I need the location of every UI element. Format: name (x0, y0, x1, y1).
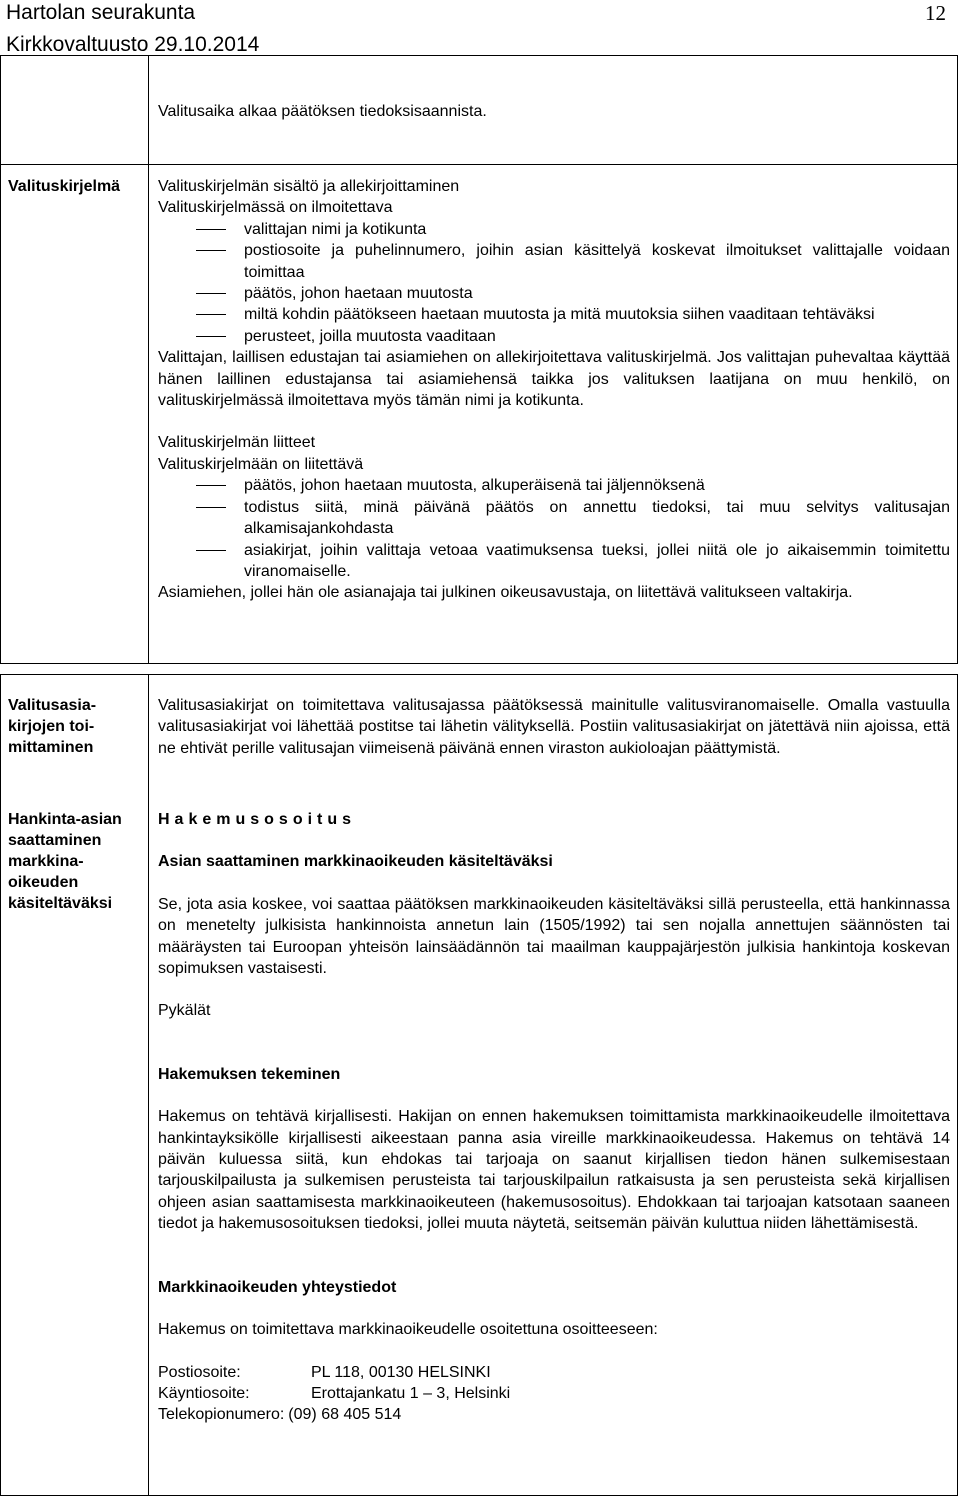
page-number: 12 (925, 1, 946, 25)
pykalat-text: Pykälät (158, 1002, 211, 1020)
hankinta-label-line: käsiteltäväksi (8, 895, 113, 912)
hankinta-label-line: markkina- (8, 853, 84, 870)
list-item: postiosoite ja puhelinnumero, joihin asian käsittelyä koskevat ilmoitukset valittajalle voidaan toimittaa (158, 240, 950, 283)
hakemusosoitus-title: Hakemusosoitus (158, 811, 357, 828)
intro-validity-text: Valitusaika alkaa päätöksen tiedoksisaannista. (158, 103, 487, 120)
toimittaminen-label-line: kirjojen toi- (8, 718, 95, 735)
toimittaminen-label-line: mittaminen (8, 739, 94, 756)
list-item: todistus siitä, minä päivänä päätös on annettu tiedoksi, tai muu selvitys valitusajan alkamisajankohdasta (158, 497, 950, 540)
address-label: Postiosoite: (158, 1363, 241, 1381)
attachments-list (158, 475, 950, 582)
intro-text (158, 101, 950, 122)
contact-intro: Hakemus on toimitettava markkinaoikeudelle osoitettuna osoitteeseen: (158, 1321, 658, 1339)
hakemusosoitus-subtitle: Asian saattaminen markkinaoikeuden käsiteltäväksi (158, 853, 553, 871)
signature-paragraph: Valittajan, laillisen edustajan tai asiamiehen on allekirjoitettava valituskirjelmä. Jos valittajan puhevaltaa käyttää hänen laillinen edustajansa tai asiamiehensä taikka jos valituksen laatijana on muu henkilö, on valituskirjelmässä ilmoitettava myös tämän nimi ja kotikunta. (158, 349, 950, 410)
hankinta-paragraph-2: Hakemus on tehtävä kirjallisesti. Hakijan on ennen hakemuksen toimittamista markkinaoikeudelle ilmoitettava hankintayksikölle kirjallisesti aikeestaan panna asia vireille markkinaoikeudessa. Hakemus on tehtävä 14 päivän kuluessa siitä, kun ehdokas tai tarjoaja on saanut kirjallisen tiedon hänen sulkemisestaan tarjouskilpailusta ja sulkemisen perusteista tai tarjouskilpailun ratkaisusta ja sen perusteista sekä kirjallisen ohjeen asian saattamisesta markkinaoikeuteen (hakemusosoitus). Ehdokkaan tai tarjoajan katsotaan saaneen tiedot ja hakemusosoituksen tiedoksi, jollei muuta näytetä, seitsemän päivän kuluttua niiden lähettämisestä. (158, 1108, 950, 1233)
list-item: valittajan nimi ja kotikunta (158, 219, 950, 240)
list-item: päätös, johon haetaan muutosta (158, 283, 950, 304)
attachments-title-1: Valituskirjelmän liitteet (158, 434, 316, 452)
list-item: miltä kohdin päätökseen haetaan muutosta ja mitä muutoksia siihen vaaditaan tehtäväksi (158, 304, 950, 325)
list-item: päätös, johon haetaan muutosta, alkuperäisenä tai jäljennöksenä (158, 475, 950, 496)
valituskirjelma-content (158, 176, 950, 604)
toimittaminen-text: Valitusasiakirjat on toimitettava valitusajassa päätöksessä mainitulle valitusviranomaiselle. Omalla vastuulla valitusasiakirjat voi lähettää postitse tai lähetin välityksellä. Postiin valitusasiakirjat on jätettävä niin ajoissa, että ne ehtivät perille valitusajan viimeisenä päivänä ennen viraston aukioloajan päättymistä. (158, 697, 950, 757)
hankinta-label-line: saattaminen (8, 832, 102, 849)
address-label: Käyntiosoite: (158, 1384, 250, 1402)
list-item: asiakirjat, joihin valittaja vetoaa vaatimuksensa tueksi, jollei niitä ole jo aikaisemmin toimitettu viranomaiselle. (158, 540, 950, 583)
toimittaminen-label-line: Valitusasia- (8, 697, 97, 714)
valituskirjelma-column-divider (148, 164, 149, 664)
address-row-visit (158, 1383, 950, 1404)
valituskirjelma-title-1: Valituskirjelmän sisältö ja allekirjoittaminen (158, 178, 460, 195)
toimittaminen-content (158, 695, 950, 759)
intro-column-divider (148, 55, 149, 165)
hakemuksen-tekeminen-title: Hakemuksen tekeminen (158, 1065, 341, 1083)
document-header-meeting: Kirkkovaltuusto 29.10.2014 (6, 33, 260, 56)
valituskirjelma-title-2: Valituskirjelmässä on ilmoitettava (158, 199, 393, 217)
contact-title: Markkinaoikeuden yhteystiedot (158, 1278, 397, 1296)
address-row-post (158, 1362, 950, 1383)
address-label: Telekopionumero: (158, 1406, 285, 1424)
attachments-title-2: Valituskirjelmään on liitettävä (158, 455, 364, 473)
address-value: PL 118, 00130 HELSINKI (311, 1363, 491, 1381)
hankinta-paragraph-1: Se, jota asia koskee, voi saattaa päätöksen markkinaoikeuden käsiteltäväksi sillä perusteella, että hankinnassa on menetelty julkisista hankinnoista annetun lain (1505/1992) tai sen nojalla annettujen säännösten tai määräysten tai Euroopan yhteisön lainsäädännön tai maailman kauppajärjestön julkisia hankintoja koskevan sopimuksen vastaisesti. (158, 895, 950, 978)
address-block (158, 1362, 950, 1426)
address-value: Erottajankatu 1 – 3, Helsinki (311, 1384, 511, 1402)
address-row-fax (158, 1404, 950, 1425)
hankinta-content (158, 809, 950, 1426)
document-header-organization: Hartolan seurakunta (6, 1, 196, 24)
list-item: perusteet, joilla muutosta vaaditaan (158, 326, 950, 347)
required-items-list (158, 219, 950, 347)
power-of-attorney-paragraph: Asiamiehen, jollei hän ole asianajaja tai julkinen oikeusavustaja, on liitettävä valitukseen valtakirja. (158, 584, 853, 602)
submission-column-divider (148, 674, 149, 1496)
hankinta-label (8, 809, 144, 914)
toimittaminen-label (8, 695, 144, 758)
address-value: (09) 68 405 514 (288, 1406, 402, 1424)
hankinta-label-line: oikeuden (8, 874, 79, 891)
hankinta-label-line: Hankinta-asian (8, 811, 122, 828)
valituskirjelma-label: Valituskirjelmä (8, 178, 121, 195)
